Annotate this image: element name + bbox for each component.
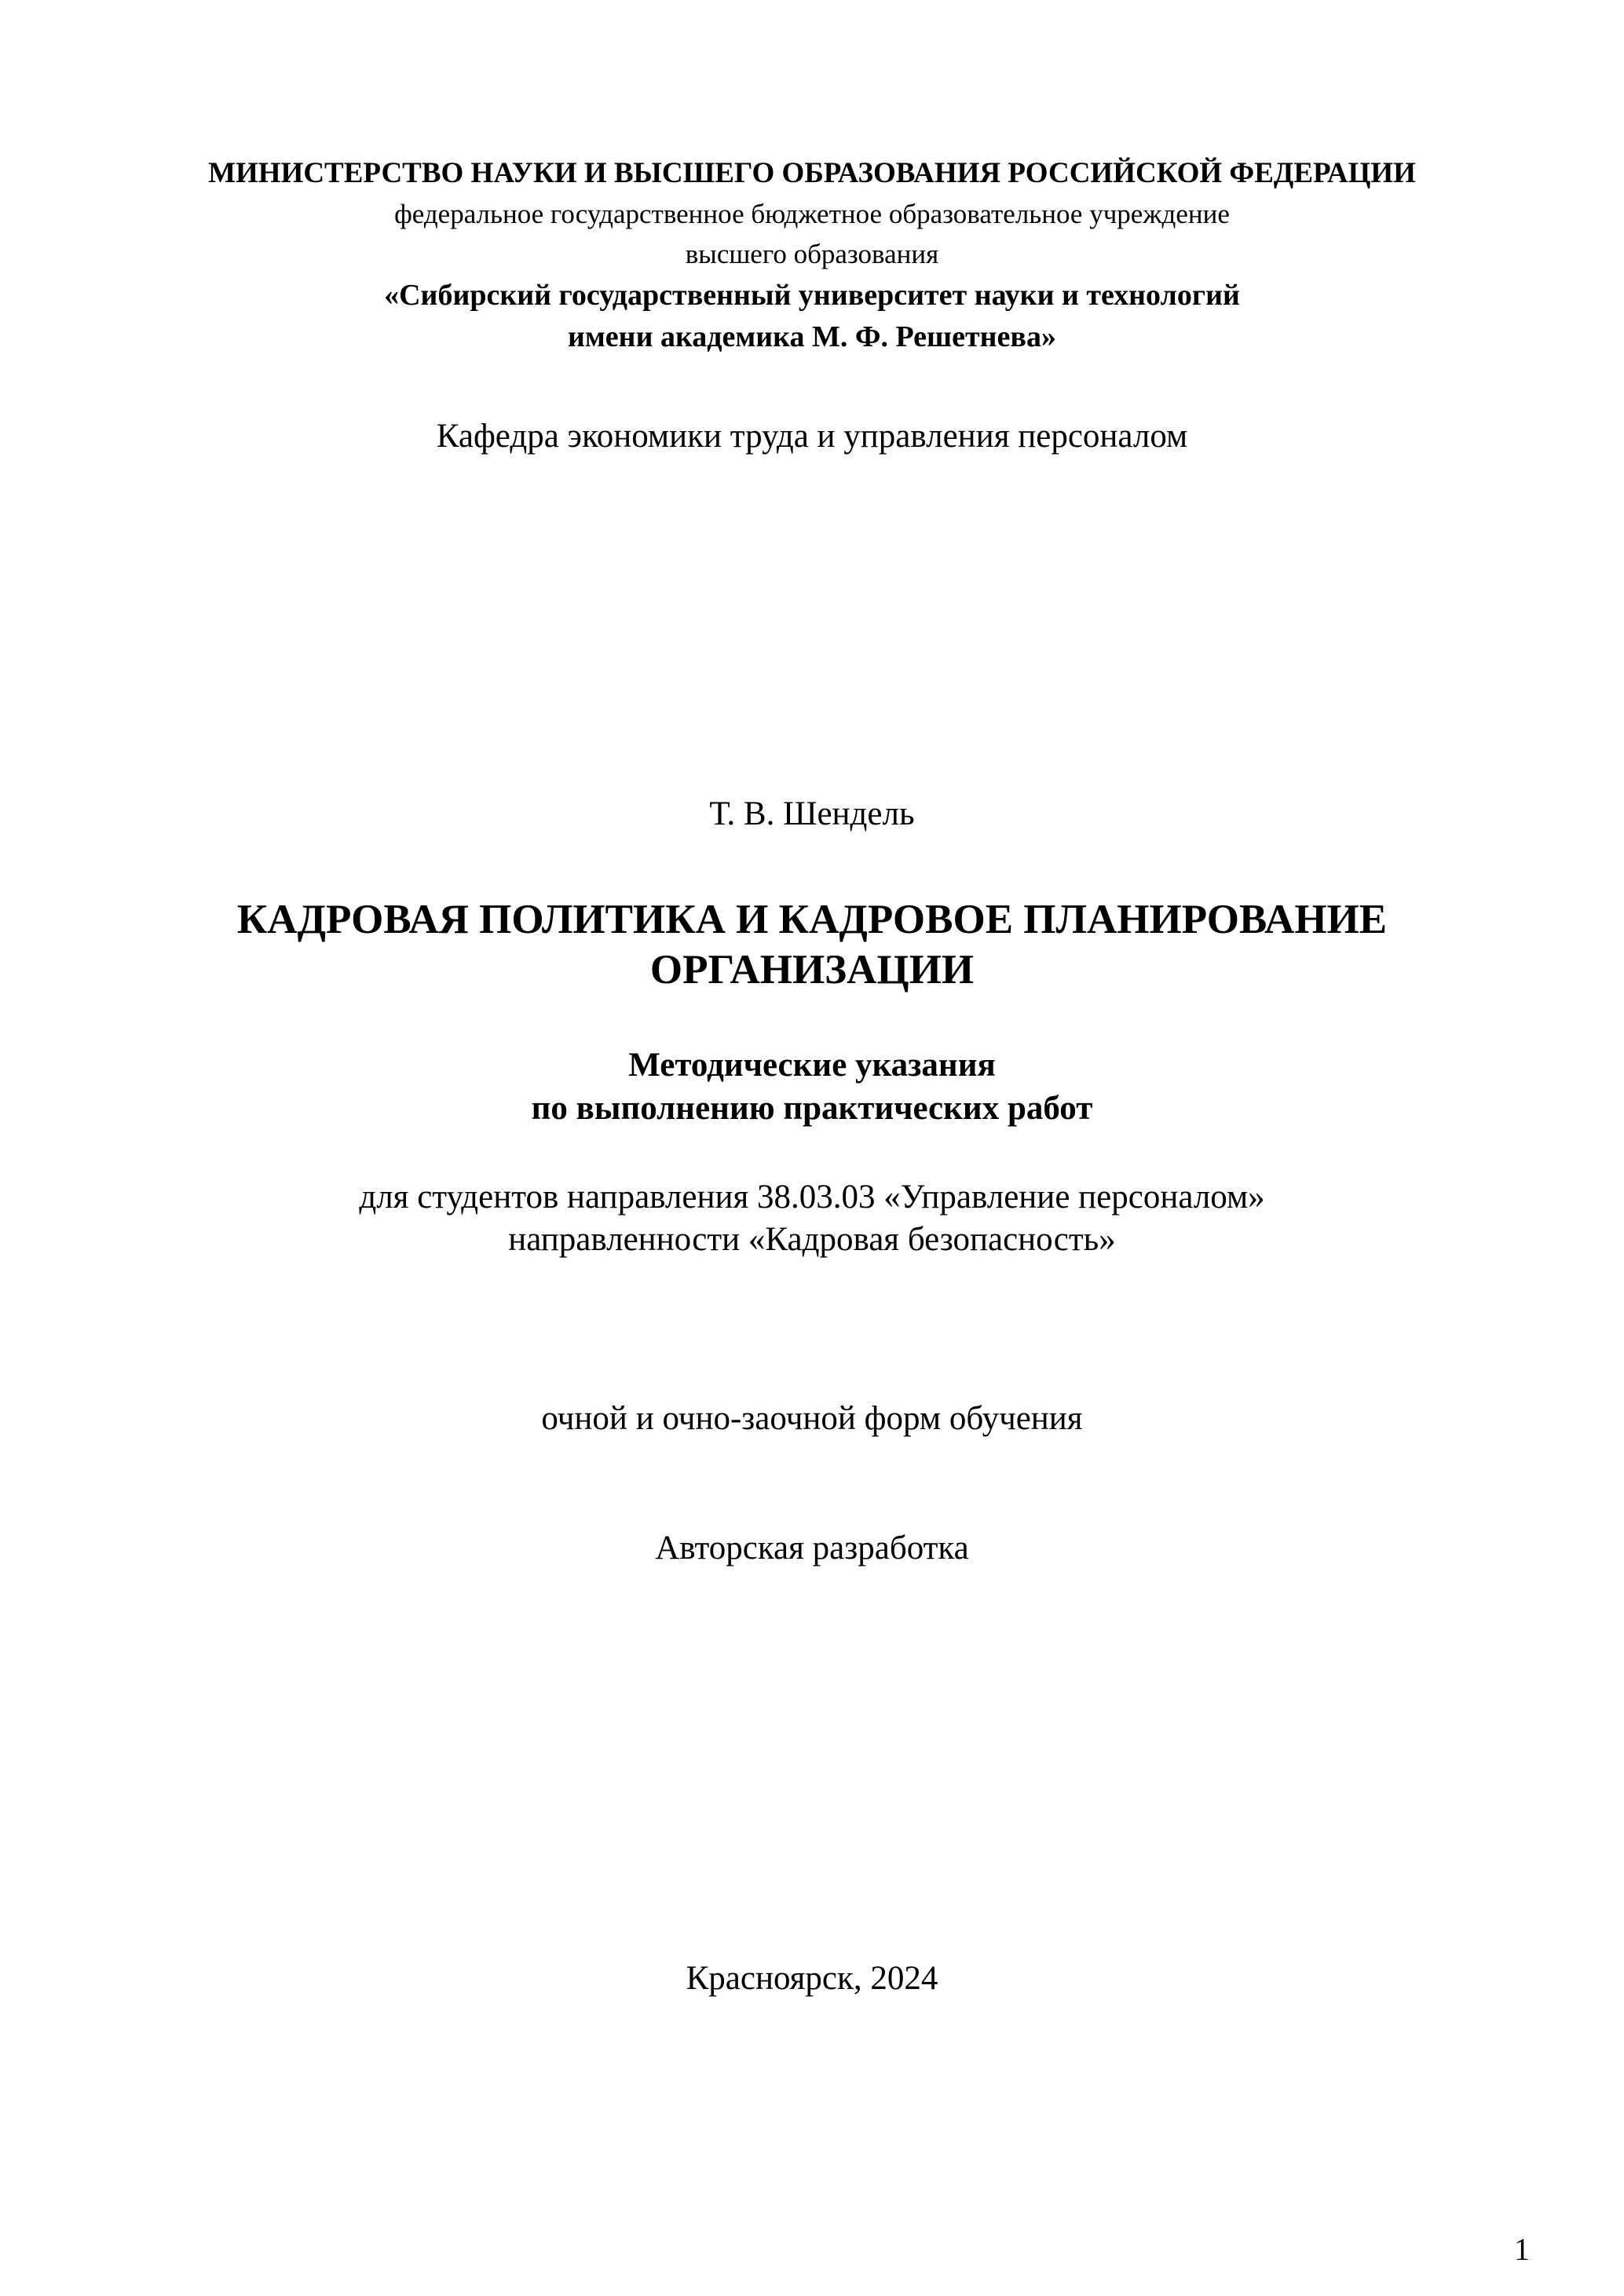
document-title-line-1: КАДРОВАЯ ПОЛИТИКА И КАДРОВОЕ ПЛАНИРОВАНИЕ [236,897,1388,942]
authored-note: Авторская разработка [655,1530,969,1567]
document-title-line-2: ОРГАНИЗАЦИИ [649,947,975,993]
institution-type-line-1: федеральное государственное бюджетное образовательное учреждение [394,199,1230,229]
author-name: Т. В. Шендель [709,795,915,832]
department-name: Кафедра экономики труда и управления персоналом [436,418,1188,455]
document-subtitle-line-1: Методические указания [628,1047,996,1084]
university-name-line-2: имени академика М. Ф. Решетнева» [568,320,1056,353]
university-name-line-1: «Сибирский государственный университет науки и технологий [384,279,1240,312]
city-year: Красноярск, 2024 [686,1960,938,1997]
institution-type-line-2: высшего образования [685,239,939,269]
study-forms: очной и очно-заочной форм обучения [541,1400,1083,1437]
document-subtitle-line-2: по выполнению практических работ [531,1090,1093,1127]
audience-line-2: направленности «Кадровая безопасность» [508,1221,1116,1258]
page-number: 1 [1514,2232,1530,2267]
audience-line-1: для студентов направления 38.03.03 «Управление персоналом» [359,1179,1265,1216]
ministry-name: МИНИСТЕРСТВО НАУКИ И ВЫСШЕГО ОБРАЗОВАНИЯ РОССИЙСКОЙ ФЕДЕРАЦИИ [208,157,1416,189]
